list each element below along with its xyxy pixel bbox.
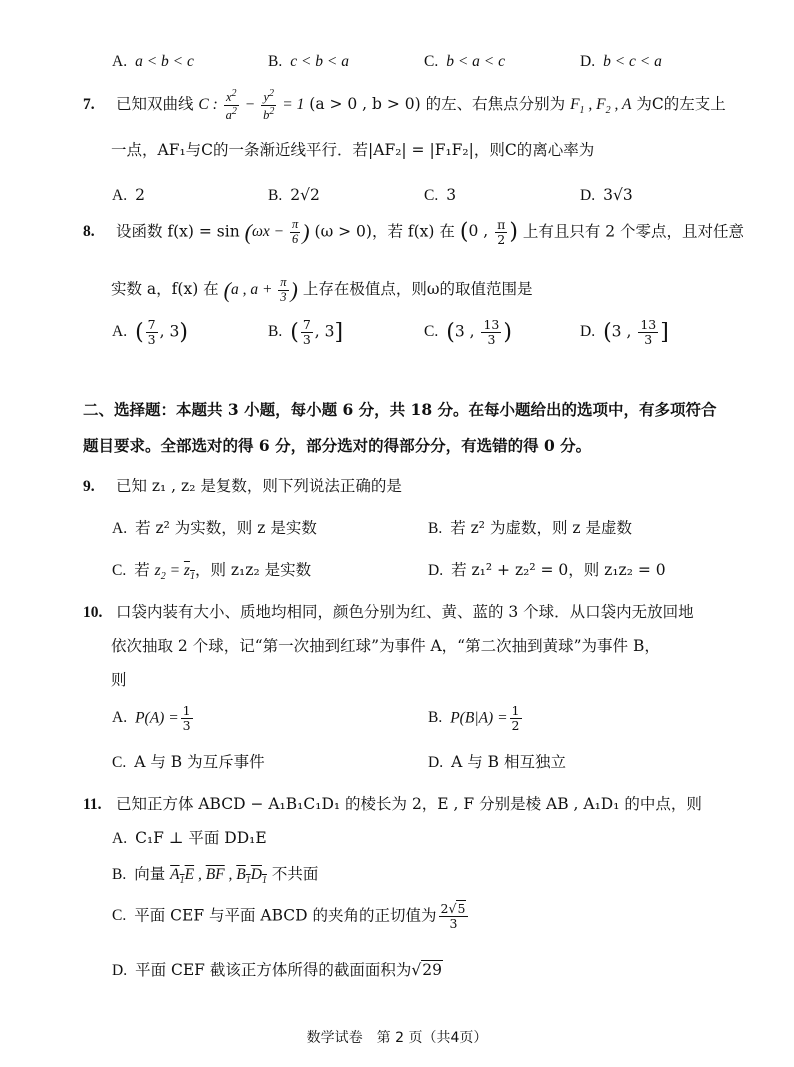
q11-stem: 11. 已知正方体 ABCD − A₁B₁C₁D₁ 的棱长为 2，E , F 分别是棱 AB , A₁D₁ 的中点，则 bbox=[83, 795, 702, 813]
q9-option-d: D. 若 z₁² + z₂² = 0，则 z₁z₂ = 0 bbox=[428, 561, 666, 579]
q11-option-d: D. 平面 CEF 截该正方体所得的截面面积为√29 bbox=[112, 961, 442, 979]
q7-option-b: B. 2√2 bbox=[268, 186, 320, 204]
q7-line1: 7. 已知双曲线 C : $\frac{x^2}{a^2}$ − $\frac{y^2}{b^2}$ = 1 (a > 0 , b > 0) 的左、右焦点分别为 $F_1$ , $F_2$ , A 为C的左支上 bbox=[83, 88, 726, 123]
q7-line2: 一点，AF₁与C的一条渐近线平行．若|AF₂| = |F₁F₂|，则C的离心率为 bbox=[111, 141, 595, 159]
q7-option-c: C. 3 bbox=[424, 186, 457, 204]
section-2-heading-line2: 题目要求。全部选对的得 6 分，部分选对的得部分分，有选错的得 0 分。 bbox=[83, 436, 592, 455]
q8-interval-1: (0 , $\frac{\pi}{2}$ ) bbox=[459, 217, 518, 247]
q9-number: 9. bbox=[83, 478, 95, 495]
q8-interval-2: (a , a + $\frac{\pi}{3}$ ) bbox=[223, 275, 298, 304]
q9-option-c: C. 若 $z_2 = z_1$，则 z₁z₂ 是实数 bbox=[112, 561, 312, 583]
q6-option-b: B. c < b < a bbox=[268, 53, 350, 70]
hyperbola-equation: C : $\frac{x^2}{a^2}$ − $\frac{y^2}{b^2}$ = 1 bbox=[198, 88, 305, 123]
q10-option-c: C. A 与 B 为互斥事件 bbox=[112, 753, 265, 771]
q11-option-c: C. 平面 CEF 与平面 ABCD 的夹角的正切值为 $\frac{2√5}{3}$ bbox=[112, 902, 470, 931]
q10-line2: 依次抽取 2 个球，记“第一次抽到红球”为事件 A，“第二次抽到黄球”为事件 B， bbox=[111, 637, 660, 655]
q11-option-b: B. 向量 $A_1E$ , $\overline{BF}$ , $B_1D_1$ 不共面 bbox=[112, 865, 319, 887]
q6-option-c: C. b < a < c bbox=[424, 53, 506, 70]
q10-option-a: A. P(A) = $\frac{1}{3}$ bbox=[112, 703, 191, 733]
q9-option-b: B. 若 z² 为虚数，则 z 是虚数 bbox=[428, 519, 632, 537]
q8-number: 8. bbox=[83, 223, 95, 241]
q8-option-a: A. ( $\frac{7}{3}$ , 3) bbox=[112, 317, 188, 347]
q8-line2: 实数 a，f(x) 在 (a , a + $\frac{\pi}{3}$ ) 上存在极值点，则ω的取值范围是 bbox=[111, 275, 533, 304]
q10-number: 10. bbox=[83, 604, 103, 621]
section-2-heading-line1: 二、选择题：本题共 3 小题，每小题 6 分，共 18 分。在每小题给出的选项中，有多项符合 bbox=[83, 400, 717, 419]
q10-option-b: B. P(B|A) = $\frac{1}{2}$ bbox=[428, 703, 520, 733]
q10-line3: 则 bbox=[111, 671, 127, 689]
q10-option-d: D. A 与 B 相互独立 bbox=[428, 753, 566, 771]
q6-option-a: A. a < b < c bbox=[112, 53, 194, 70]
q8-line1: 8. 设函数 f(x) = sin (ωx − $\frac{\pi}{6}$ ) (ω > 0)，若 f(x) 在 (0 , $\frac{\pi}{2}$ ) 上有且只有 2 个零点，且对任意 bbox=[83, 217, 745, 247]
q7-number: 7. bbox=[83, 95, 95, 113]
q8-option-d: D. (3 , $\frac{13}{3}$ ] bbox=[580, 317, 669, 347]
q11-option-a: A. C₁F ⊥ 平面 DD₁E bbox=[112, 829, 267, 847]
q9-stem: 9. 已知 z₁ , z₂ 是复数，则下列说法正确的是 bbox=[83, 477, 402, 495]
q8-option-c: C. (3 , $\frac{13}{3}$ ) bbox=[424, 317, 512, 347]
q10-line1: 10. 口袋内装有大小、质地均相同，颜色分别为红、黄、蓝的 3 个球．从口袋内无放回地 bbox=[83, 603, 694, 621]
q9-option-a: A. 若 z² 为实数，则 z 是实数 bbox=[112, 519, 317, 537]
q8-option-b: B. ( $\frac{7}{3}$ , 3] bbox=[268, 317, 344, 347]
page-footer: 数学试卷 第 2 页（共4页） bbox=[306, 1030, 488, 1046]
q7-option-a: A. 2 bbox=[112, 186, 145, 204]
q11-number: 11. bbox=[83, 796, 102, 813]
q6-option-d: D. b < c < a bbox=[580, 53, 662, 70]
q7-option-d: D. 3√3 bbox=[580, 186, 633, 204]
q8-function-arg: (ωx − $\frac{\pi}{6}$ ) bbox=[244, 217, 310, 247]
